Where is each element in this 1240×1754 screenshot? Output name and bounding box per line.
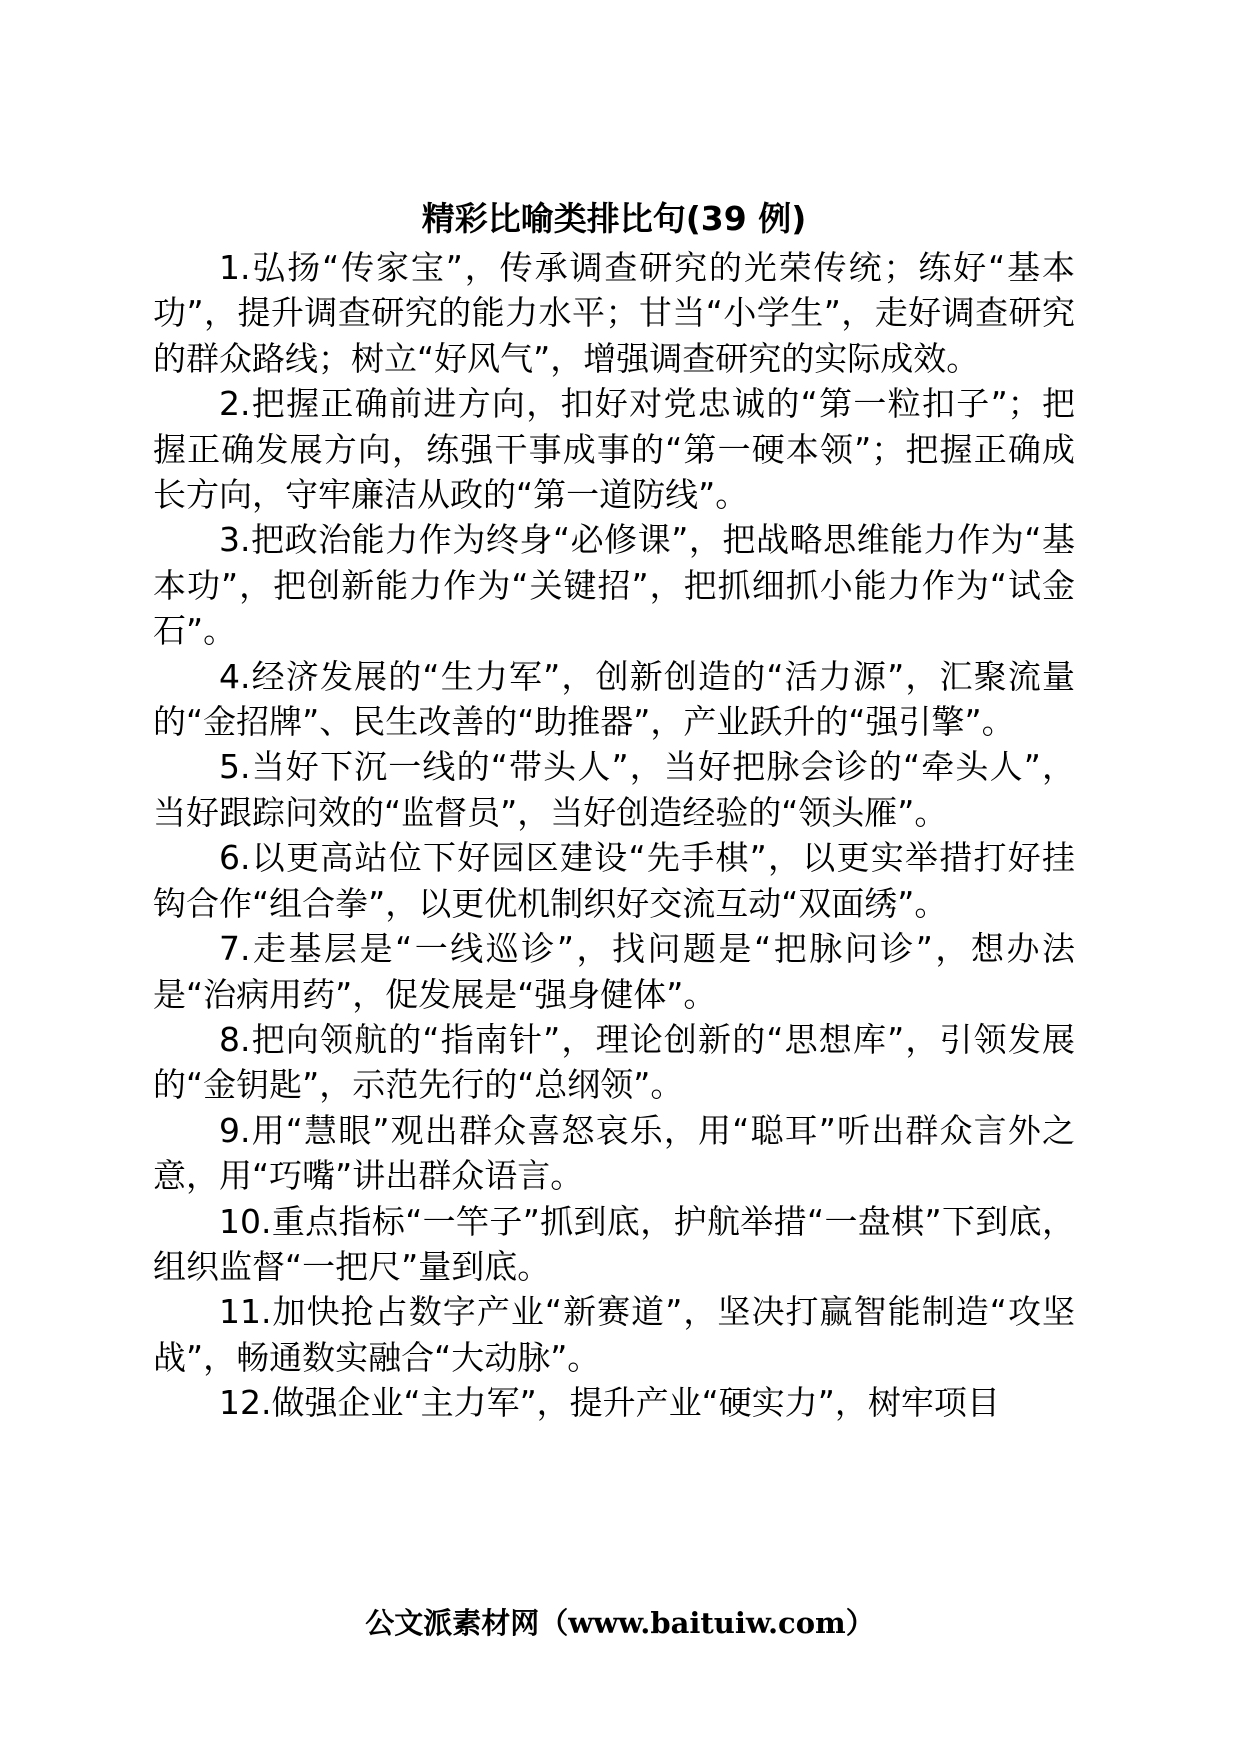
page-footer: 公文派素材网（www.baituiw.com）	[365, 1606, 875, 1640]
paragraph-6: 6.以更高站位下好园区建设“先手棋”，以更实举措打好挂钩合作“组合拳”，以更优机制织好交流互动“双面绣”。	[153, 838, 1075, 923]
paragraph-11: 11.加快抢占数字产业“新赛道”，坚决打赢智能制造“攻坚战”，畅通数实融合“大动脉”。	[153, 1292, 1075, 1377]
document-body	[153, 245, 1075, 1426]
paragraph-7: 7.走基层是“一线巡诊”，找问题是“把脉问诊”，想办法是“治病用药”，促发展是“强身健体”。	[153, 929, 1075, 1014]
paragraph-9: 9.用“慧眼”观出群众喜怒哀乐，用“聪耳”听出群众言外之意，用“巧嘴”讲出群众语言。	[153, 1110, 1075, 1196]
paragraph-3: 3.把政治能力作为终身“必修课”，把战略思维能力作为“基本功”，把创新能力作为“关键招”，把抓细抓小能力作为“试金石”。	[153, 520, 1075, 651]
paragraph-8: 8.把向领航的“指南针”，理论创新的“思想库”，引领发展的“金钥匙”，示范先行的“总纲领”。	[153, 1019, 1075, 1105]
paragraph-1: 1.弘扬“传家宝”，传承调查研究的光荣传统；练好“基本功”，提升调查研究的能力水平；甘当“小学生”，走好调查研究的群众路线；树立“好风气”，增强调查研究的实际成效。	[153, 248, 1075, 378]
paragraph-12: 12.做强企业“主力军”，提升产业“硬实力”，树牢项目	[219, 1383, 1000, 1423]
document-title: 精彩比喻类排比句(39 例)	[421, 199, 807, 238]
paragraph-10: 10.重点指标“一竿子”抓到底，护航举措“一盘棋”下到底，组织监督“一把尺”量到底。	[153, 1201, 1075, 1286]
paragraph-5: 5.当好下沉一线的“带头人”，当好把脉会诊的“牵头人”，当好跟踪问效的“监督员”，当好创造经验的“领头雁”。	[153, 747, 1075, 832]
paragraph-2: 2.把握正确前进方向，扣好对党忠诚的“第一粒扣子”；把握正确发展方向，练强干事成事的“第一硬本领”；把握正确成长方向，守牢廉洁从政的“第一道防线”。	[153, 384, 1075, 515]
paragraph-4: 4.经济发展的“生力军”，创新创造的“活力源”，汇聚流量的“金招牌”、民生改善的“助推器”，产业跃升的“强引擎”。	[153, 656, 1075, 742]
